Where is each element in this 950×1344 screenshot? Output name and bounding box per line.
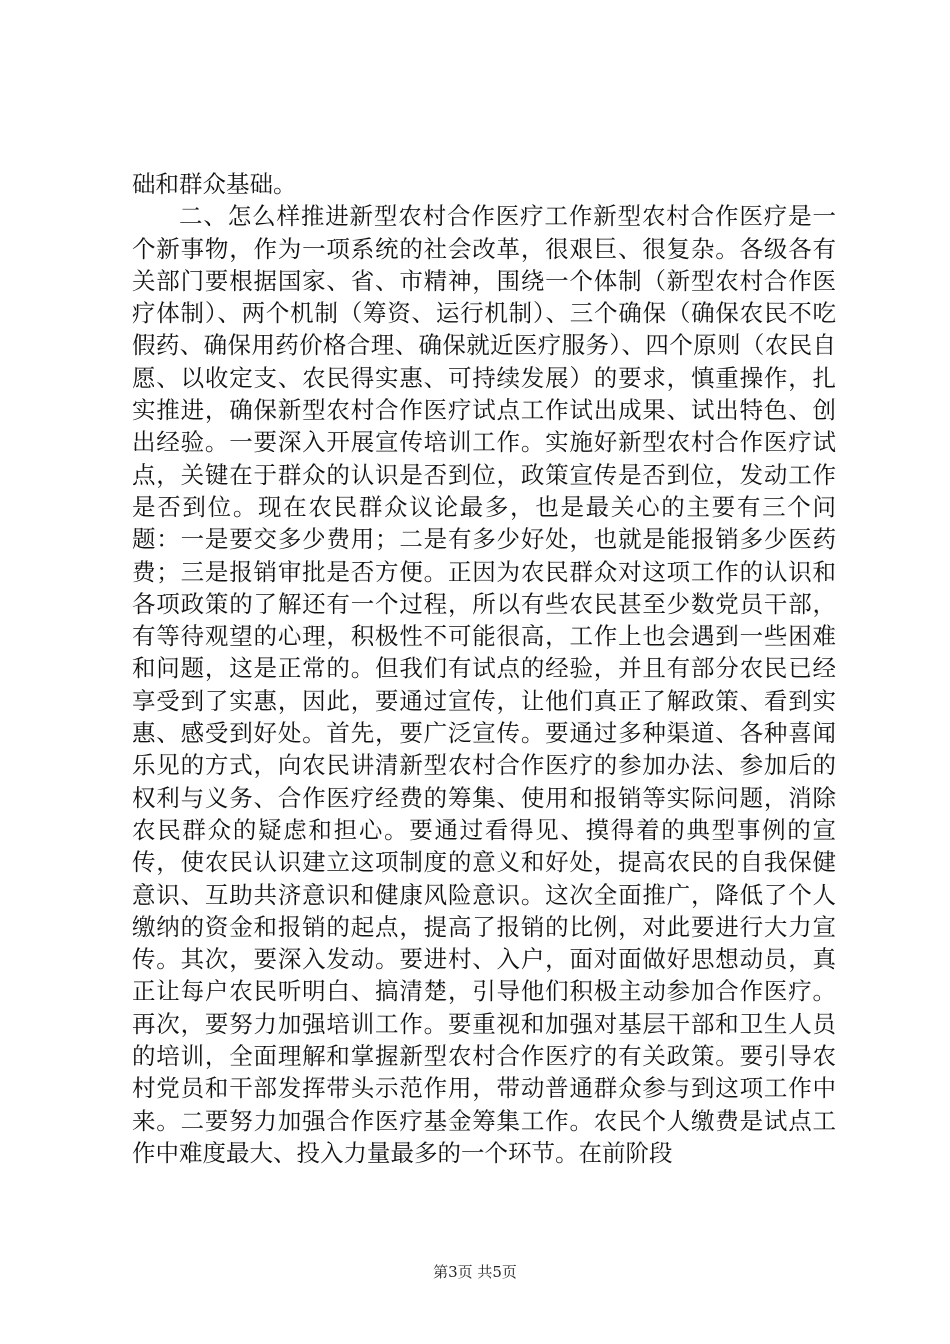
page-footer [0,1262,950,1282]
paragraph-continuation: 础和群众基础。 [132,170,297,198]
document-body [132,168,836,1169]
page-number-label: 第3页 共5页 [433,1263,517,1281]
paragraph-section-two: 二、怎么样推进新型农村合作医疗工作新型农村合作医疗是一个新事物，作为一项系统的社会改革，很艰巨、很复杂。各级各有关部门要根据国家、省、市精神，围绕一个体制（新型农村合作医疗体制）、两个机制（筹资、运行机制）、三个确保（确保农民不吃假药、确保用药价格合理、确保就近医疗服务）、四个原则（农民自愿、以收定支、农民得实惠、可持续发展）的要求，慎重操作，扎实推进，确保新型农村合作医疗试点工作试出成果、试出特色、创出经验。一要深入开展宣传培训工作。实施好新型农村合作医疗试点，关键在于群众的认识是否到位，政策宣传是否到位，发动工作是否到位。现在农民群众议论最多，也是最关心的主要有三个问题：一是要交多少费用；二是有多少好处，也就是能报销多少医药费；三是报销审批是否方便。正因为农民群众对这项工作的认识和各项政策的了解还有一个过程，所以有些农民甚至少数党员干部，有等待观望的心理，积极性不可能很高，工作上也会遇到一些困难和问题，这是正常的。但我们有试点的经验，并且有部分农民已经享受到了实惠，因此，要通过宣传，让他们真正了解政策、看到实惠、感受到好处。首先，要广泛宣传。要通过多种渠道、各种喜闻乐见的方式，向农民讲清新型农村合作医疗的参加办法、参加后的权利与义务、合作医疗经费的筹集、使用和报销等实际问题，消除农民群众的疑虑和担心。要通过看得见、摸得着的典型事例的宣传，使农民认识建立这项制度的意义和好处，提高农民的自我保健意识、互助共济意识和健康风险意识。这次全面推广，降低了个人缴纳的资金和报销的起点，提高了报销的比例，对此要进行大力宣传。其次，要深入发动。要进村、入户，面对面做好思想动员，真正让每户农民听明白、搞清楚，引导他们积极主动参加合作医疗。再次，要努力加强培训工作。要重视和加强对基层干部和卫生人员的培训，全面理解和掌握新型农村合作医疗的有关政策。要引导农村党员和干部发挥带头示范作用，带动普通群众参与到这项工作中来。二要努力加强合作医疗基金筹集工作。农民个人缴费是试点工作中难度最大、投入力量最多的一个环节。在前阶段 [132,202,836,1167]
